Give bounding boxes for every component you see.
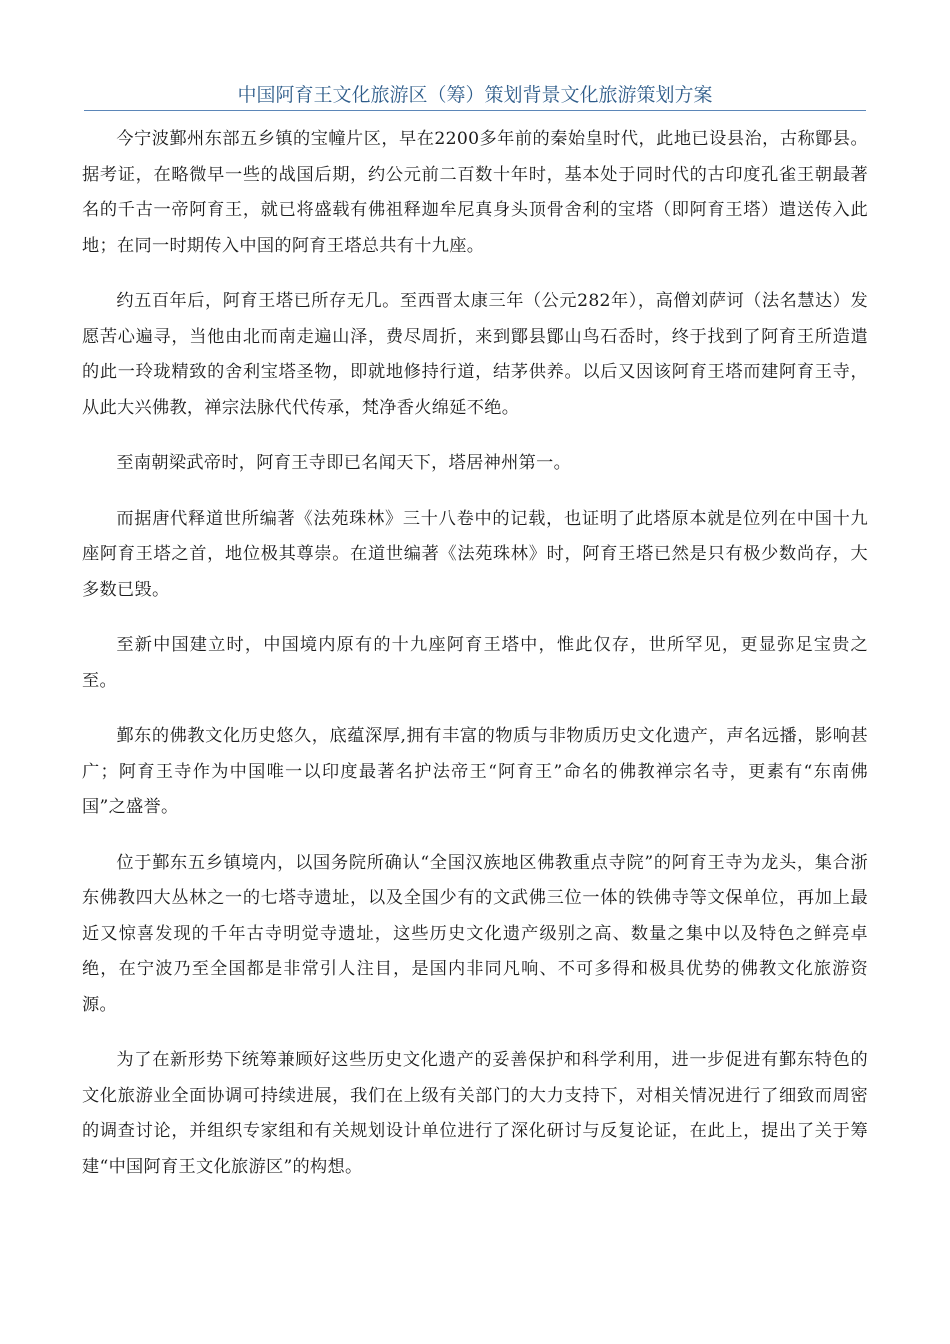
document-title: 中国阿育王文化旅游区（筹）策划背景文化旅游策划方案: [237, 84, 713, 106]
document-body: [82, 122, 868, 1205]
title-underline: [84, 110, 866, 111]
paragraph: 而据唐代释道世所编著《法苑珠林》三十八卷中的记载，也证明了此塔原本就是位列在中国十九座阿育王塔之首，地位极其尊崇。在道世编著《法苑珠林》时，阿育王塔已然是只有极少数尚存，大多数已毁。: [82, 508, 868, 600]
paragraph: 为了在新形势下统筹兼顾好这些历史文化遗产的妥善保护和科学利用，进一步促进有鄞东特色的文化旅游业全面协调可持续进展，我们在上级有关部门的大力支持下，对相关情况进行了细致而周密的调查讨论，并组织专家组和有关规划设计单位进行了深化研讨与反复论证，在此上，提出了关于筹建“中国阿育王文化旅游区”的构想。: [82, 1050, 868, 1177]
paragraph: 至南朝梁武帝时，阿育王寺即已名闻天下，塔居神州第一。: [116, 453, 572, 473]
paragraph: 鄞东的佛教文化历史悠久，底蕴深厚,拥有丰富的物质与非物质历史文化遗产，声名远播，影响甚广；阿育王寺作为中国唯一以印度最著名护法帝王“阿育王”命名的佛教禅宗名寺，更素有“东南佛国”之盛誉。: [82, 726, 868, 817]
paragraph: 位于鄞东五乡镇境内，以国务院所确认“全国汉族地区佛教重点寺院”的阿育王寺为龙头，集合浙东佛教四大丛林之一的七塔寺遗址，以及全国少有的文武佛三位一体的铁佛寺等文保单位，再加上最近又惊喜发现的千年古寺明觉寺遗址，这些历史文化遗产级别之高、数量之集中以及特色之鲜亮卓绝，在宁波乃至全国都是非常引人注目，是国内非同凡响、不可多得和极具优势的佛教文化旅游资源。: [82, 852, 868, 1015]
paragraph: 约五百年后，阿育王塔已所存无几。至西晋太康三年（公元282年），高僧刘萨诃（法名慧达）发愿苦心遍寻，当他由北而南走遍山泽，费尽周折，来到鄮县鄮山鸟石岙时，终于找到了阿育王所造遣的此一玲珑精致的舍利宝塔圣物，即就地修持行道，结茅供养。以后又因该阿育王塔而建阿育王寺，从此大兴佛教，禅宗法脉代代传承，梵净香火绵延不绝。: [82, 291, 868, 418]
paragraph: 至新中国建立时，中国境内原有的十九座阿育王塔中，惟此仅存，世所罕见，更显弥足宝贵之至。: [82, 635, 868, 691]
paragraph: 今宁波鄞州东部五乡镇的宝幢片区，早在2200多年前的秦始皇时代，此地已设县治，古称鄮县。据考证，在略微早一些的战国后期，约公元前二百数十年时，基本处于同时代的古印度孔雀王朝最著名的千古一帝阿育王，就已将盛载有佛祖释迦牟尼真身头顶骨舍利的宝塔（即阿育王塔）遣送传入此地；在同一时期传入中国的阿育王塔总共有十九座。: [82, 129, 868, 256]
